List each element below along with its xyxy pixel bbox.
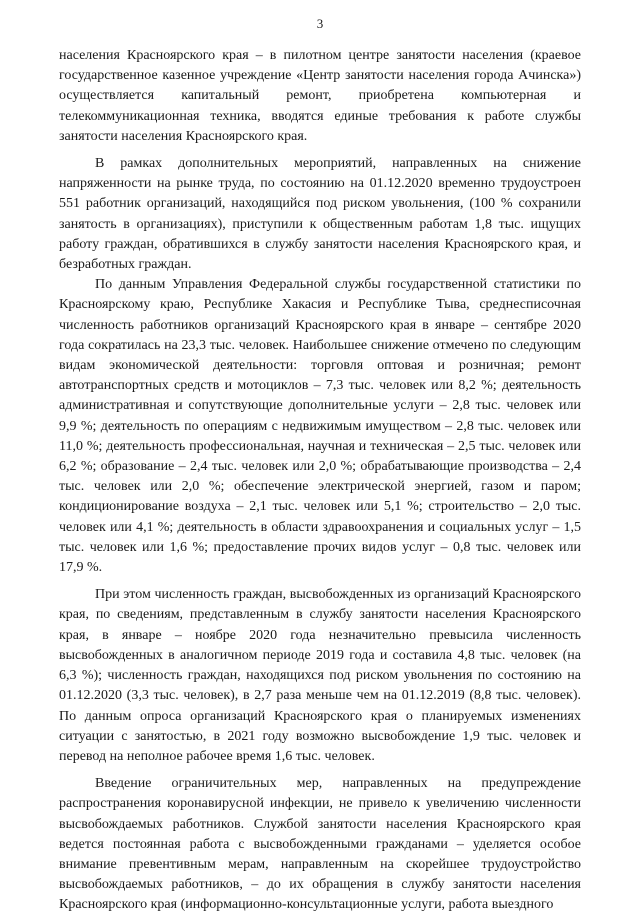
document-body (59, 46, 581, 916)
paragraph-additional-measures: В рамках дополнительных мероприятий, направленных на снижение напряженности на рынке труда, по состоянию на 01.12.2020 временно трудоустроен 551 работник организаций, находящийся под риском увольнения, (100 % сохранили занятость в организациях), приступили к общественным работам 1,8 тыс. ищущих работу граждан, обратившихся в службу занятости населения Красноярского края, и безработных граждан. (59, 156, 581, 273)
paragraph-continuation: населения Красноярского края – в пилотном центре занятости населения (краевое государственное казенное учреждение «Центр занятости населения города Ачинска») осуществляется капитальный ремонт, приобретена компьютерная и телекоммуникационная техника, вводятся единые требования к работе службы занятости населения Красноярского края. (59, 48, 581, 144)
page-number: 3 (316, 16, 324, 31)
paragraph-restrictive-measures: Введение ограничительных мер, направленных на предупреждение распространения коронавирусной инфекции, не привело к увеличению численности высвобождаемых работников. Службой занятости населения Красноярского края ведется постоянная работа с высвобожденными гражданами – уделяется особое внимание превентивным мерам, направленным на скорейшее трудоустройство высвобождаемых работников, – до их обращения в службу занятости населения Красноярского края (информационно-консультационные услуги, работа выездного (59, 776, 581, 913)
paragraph-released-workers: При этом численность граждан, высвобожденных из организаций Красноярского края, по сведениям, представленным в службу занятости населения Красноярского края, в январе – ноябре 2020 года незначительно превысила численность высвобожденных в аналогичном периоде 2019 года и составила 4,8 тыс. человек (на 6,3 %); численность граждан, находящихся под риском увольнения по состоянию на 01.12.2020 (3,3 тыс. человек), в 2,7 раза меньше чем на 01.12.2019 (8,8 тыс. человек). По данным опроса организаций Красноярского края о планируемых изменениях ситуации с занятостью, в 2021 году возможно высвобождение 1,9 тыс. человек и перевод на неполное рабочее время 1,6 тыс. человек. (59, 587, 581, 764)
paragraph-statistics: По данным Управления Федеральной службы государственной статистики по Красноярскому краю, Республике Хакасия и Республике Тыва, среднесписочная численность работников организаций Красноярского края в январе – сентябре 2020 года сократилась на 23,3 тыс. человек. Наибольшее снижение отмечено по следующим видам экономической деятельности: торговля оптовая и розничная; ремонт автотранспортных средств и мотоциклов – 7,3 тыс. человек или 8,2 %; деятельность административная и сопутствующие дополнительные услуги – 2,8 тыс. человек или 9,9 %; деятельность по операциям с недвижимым имуществом – 2,8 тыс. человек или 11,0 %; деятельность профессиональная, научная и техническая – 2,5 тыс. человек или 6,2 %; образование – 2,4 тыс. человек или 2,0 %; обрабатывающие производства – 2,4 тыс. человек или 2,0 %; обеспечение электрической энергией, газом и паром; кондиционирование воздуха – 2,1 тыс. человек или 5,1 %; строительство – 2,0 тыс. человек или 4,1 %; деятельность в области здравоохранения и социальных услуг – 1,5 тыс. человек или 1,6 %; предоставление прочих видов услуг – 0,8 тыс. человек или 17,9 %. (59, 277, 581, 576)
